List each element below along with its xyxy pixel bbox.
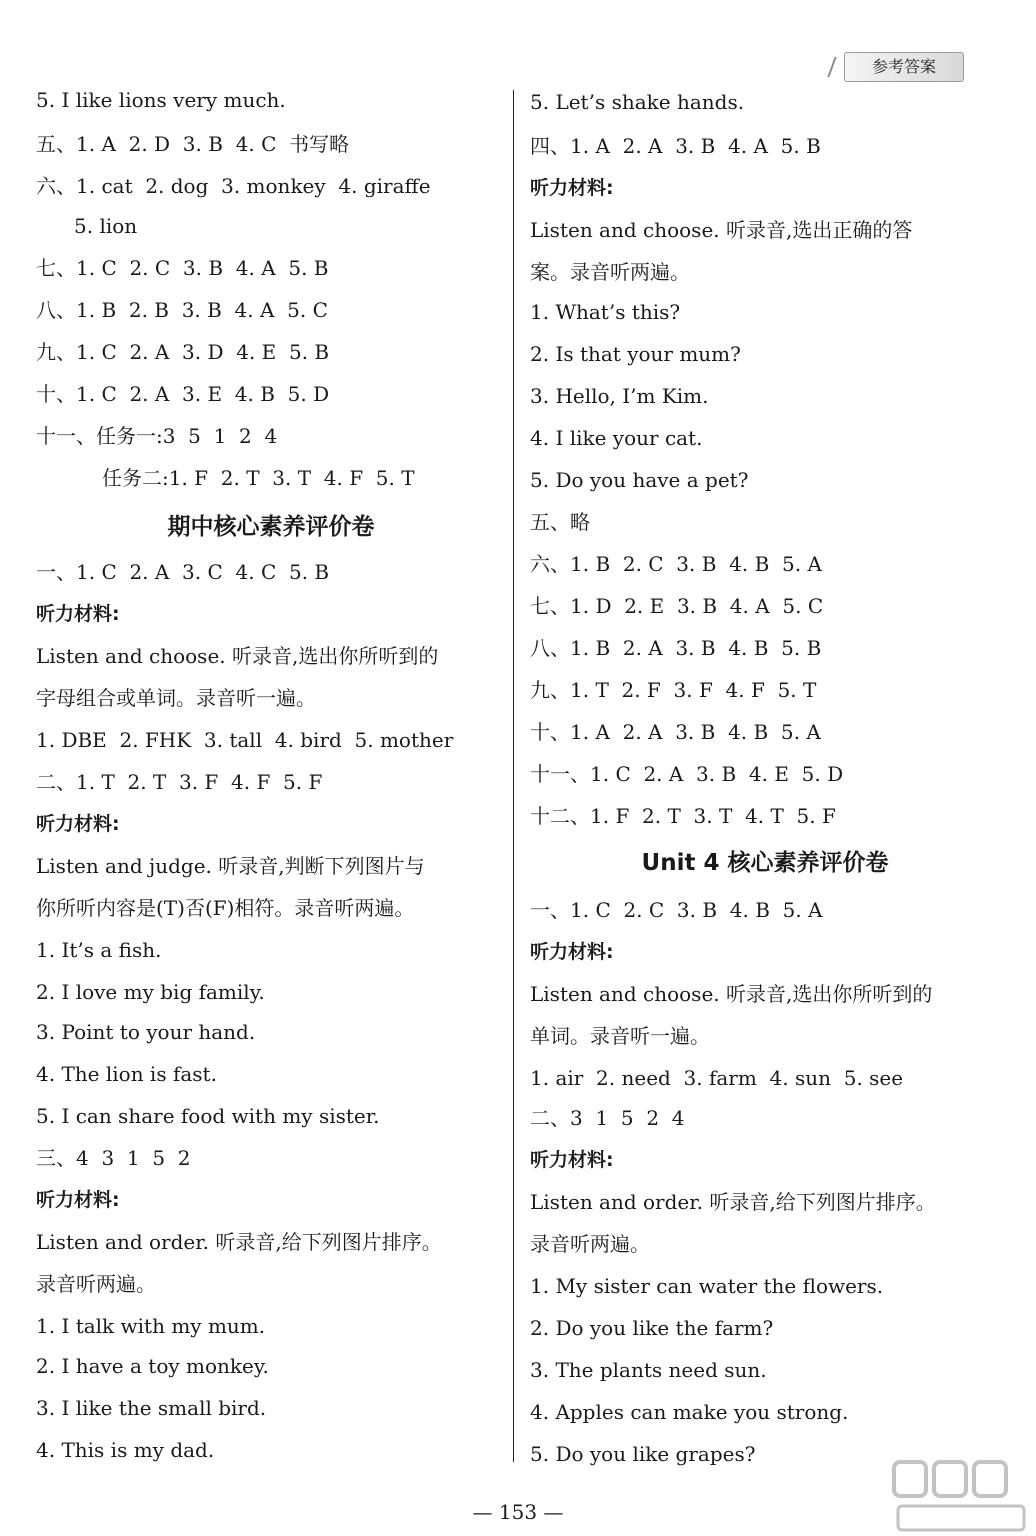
answer-line: 3. Point to your hand. [36, 1020, 256, 1044]
listening-label: 听力材料: [530, 177, 614, 199]
answer-line: 二、1. T 2. T 3. F 4. F 5. F [36, 770, 323, 794]
answer-line: 2. I love my big family. [36, 980, 265, 1004]
answer-line: Listen and judge. 听录音,判断下列图片与 [36, 854, 425, 878]
answer-line: 六、1. B 2. C 3. B 4. B 5. A [530, 552, 822, 576]
page-number: — 153 — [472, 1500, 564, 1524]
answer-line: 4. The lion is fast. [36, 1062, 217, 1086]
answer-line: 3. Hello, I’m Kim. [530, 384, 709, 408]
answer-line: 一、1. C 2. C 3. B 4. B 5. A [530, 898, 823, 922]
answer-line: 1. DBE 2. FHK 3. tall 4. bird 5. mother [36, 728, 454, 752]
answer-line: 四、1. A 2. A 3. B 4. A 5. B [530, 134, 821, 158]
answer-line: 5. I like lions very much. [36, 88, 286, 112]
answer-line: 5. Do you have a pet? [530, 468, 749, 492]
answer-line: 4. This is my dad. [36, 1438, 215, 1462]
column-divider [513, 90, 514, 1462]
answer-line: 3. The plants need sun. [530, 1358, 767, 1382]
answer-line: 5. lion [74, 214, 138, 238]
answer-line: 1. What’s this? [530, 300, 681, 324]
answer-line: 九、1. T 2. F 3. F 4. F 5. T [530, 678, 817, 702]
answer-line: Listen and order. 听录音,给下列图片排序。 [36, 1230, 442, 1254]
answer-line: 案。录音听两遍。 [530, 260, 690, 284]
answer-line: 十、1. A 2. A 3. B 4. B 5. A [530, 720, 821, 744]
answer-line: 4. I like your cat. [530, 426, 703, 450]
section-title: Unit 4 核心素养评价卷 [641, 850, 889, 876]
answer-line: 1. air 2. need 3. farm 4. sun 5. see [530, 1066, 904, 1090]
answer-line: 七、1. C 2. C 3. B 4. A 5. B [36, 256, 329, 280]
answer-line: 六、1. cat 2. dog 3. monkey 4. giraffe [36, 174, 431, 198]
answer-line: 3. I like the small bird. [36, 1396, 267, 1420]
answer-line: 录音听两遍。 [530, 1232, 650, 1256]
listening-label: 听力材料: [530, 941, 614, 963]
answer-line: 八、1. B 2. A 3. B 4. B 5. B [530, 636, 822, 660]
listening-label: 听力材料: [36, 813, 120, 835]
listening-label: 听力材料: [530, 1149, 614, 1171]
answer-line: 2. Is that your mum? [530, 342, 741, 366]
section-title: 期中核心素养评价卷 [167, 514, 375, 540]
answer-line: 任务二:1. F 2. T 3. T 4. F 5. T [102, 466, 415, 490]
answer-line: 七、1. D 2. E 3. B 4. A 5. C [530, 594, 824, 618]
answer-line: 1. It’s a fish. [36, 938, 162, 962]
answer-line: 1. My sister can water the flowers. [530, 1274, 884, 1298]
answer-line: 单词。录音听一遍。 [530, 1024, 710, 1048]
answer-line: 十、1. C 2. A 3. E 4. B 5. D [36, 382, 330, 406]
answer-line: Listen and choose. 听录音,选出你所听到的 [36, 644, 439, 668]
answer-line: 你所听内容是(T)否(F)相符。录音听两遍。 [36, 896, 415, 920]
answer-line: 4. Apples can make you strong. [530, 1400, 849, 1424]
answer-line: 十二、1. F 2. T 3. T 4. T 5. F [530, 804, 836, 828]
listening-label: 听力材料: [36, 603, 120, 625]
answer-line: Listen and order. 听录音,给下列图片排序。 [530, 1190, 936, 1214]
answer-line: 1. I talk with my mum. [36, 1314, 266, 1338]
answer-line: Listen and choose. 听录音,选出你所听到的 [530, 982, 933, 1006]
answer-line: 十一、任务一:3 5 1 2 4 [36, 424, 278, 448]
answer-line: 字母组合或单词。录音听一遍。 [36, 686, 316, 710]
answer-line: 2. I have a toy monkey. [36, 1354, 269, 1378]
answer-line: 十一、1. C 2. A 3. B 4. E 5. D [530, 762, 844, 786]
answer-line: 一、1. C 2. A 3. C 4. C 5. B [36, 560, 330, 584]
header-tab: 参考答案 [844, 52, 964, 82]
answer-line: 5. Do you like grapes? [530, 1442, 756, 1466]
answer-line: 五、1. A 2. D 3. B 4. C 书写略 [36, 132, 350, 156]
answer-line: 二、3 1 5 2 4 [530, 1106, 685, 1130]
answer-line: 5. Let’s shake hands. [530, 90, 745, 114]
answer-line: 九、1. C 2. A 3. D 4. E 5. B [36, 340, 330, 364]
answer-line: 录音听两遍。 [36, 1272, 156, 1296]
answer-line: 八、1. B 2. B 3. B 4. A 5. C [36, 298, 328, 322]
listening-label: 听力材料: [36, 1189, 120, 1211]
answer-line: 三、4 3 1 5 2 [36, 1146, 191, 1170]
answer-line: Listen and choose. 听录音,选出正确的答 [530, 218, 913, 242]
answer-line: 5. I can share food with my sister. [36, 1104, 380, 1128]
watermark-logo-icon [886, 1456, 1036, 1536]
answer-line: 2. Do you like the farm? [530, 1316, 774, 1340]
answer-line: 五、略 [530, 510, 590, 534]
